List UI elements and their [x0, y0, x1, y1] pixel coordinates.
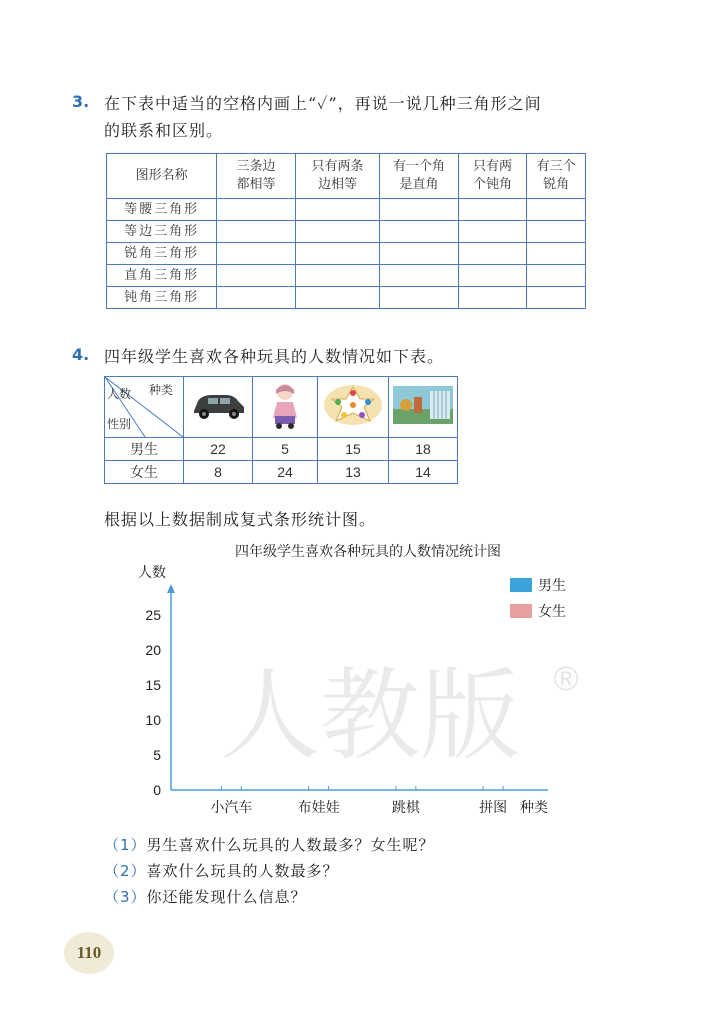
check-cell[interactable]: [295, 287, 379, 309]
legend-swatch: [510, 578, 532, 592]
check-cell[interactable]: [527, 199, 586, 221]
q3-number: 3.: [72, 92, 90, 111]
x-category-label: 小汽车: [210, 800, 253, 816]
check-cell[interactable]: [527, 265, 586, 287]
check-cell[interactable]: [380, 221, 459, 243]
check-cell[interactable]: [458, 221, 527, 243]
chart-title: 四年级学生喜欢各种玩具的人数情况统计图: [235, 544, 501, 560]
value-cell: 13: [318, 461, 389, 484]
check-cell[interactable]: [458, 243, 527, 265]
watermark-text: 人教版: [220, 657, 520, 774]
y-tick-label: 10: [145, 712, 161, 728]
column-header: 有三个 锐角: [527, 154, 586, 199]
x-axis-label: 种类: [520, 800, 548, 816]
row-label: 女生: [105, 461, 184, 484]
row-label: 等腰三角形: [107, 199, 217, 221]
value-cell: 18: [389, 438, 458, 461]
check-cell[interactable]: [217, 221, 296, 243]
check-cell[interactable]: [527, 287, 586, 309]
sub-question-text: 喜欢什么玩具的人数最多？: [146, 862, 339, 880]
legend-label: 男生: [538, 578, 566, 594]
table-row: [107, 221, 586, 243]
row-label: 钝角三角形: [107, 287, 217, 309]
page-number: 110: [76, 943, 102, 962]
y-tick-label: 0: [153, 782, 161, 798]
check-cell[interactable]: [458, 265, 527, 287]
page-number-badge: [64, 932, 114, 974]
sub-question-number: （3）: [104, 888, 147, 906]
x-category-label: 拼图: [479, 800, 508, 816]
checkers-cell: [318, 377, 389, 438]
sub-question-number: （1）: [104, 836, 147, 854]
toy-car-cell: [184, 377, 253, 438]
table-row: [105, 438, 458, 461]
check-cell[interactable]: [217, 199, 296, 221]
check-cell[interactable]: [380, 243, 459, 265]
q3-text-line1: 在下表中适当的空格内画上“✓”，再说一说几种三角形之间: [104, 94, 542, 113]
check-cell[interactable]: [380, 287, 459, 309]
chart-instruction: 根据以上数据制成复式条形统计图。: [104, 510, 377, 529]
y-tick-label: 5: [153, 747, 161, 763]
table-row: [105, 461, 458, 484]
check-cell[interactable]: [527, 221, 586, 243]
q4-text: 四年级学生喜欢各种玩具的人数情况如下表。: [104, 347, 445, 366]
check-cell[interactable]: [295, 243, 379, 265]
y-ticks: [145, 607, 161, 798]
value-cell: 22: [184, 438, 253, 461]
value-cell: 8: [184, 461, 253, 484]
column-header: 只有两 个钝角: [458, 154, 527, 199]
check-cell[interactable]: [217, 287, 296, 309]
header-people: 人数: [107, 387, 132, 401]
jigsaw-puzzle-icon: [392, 385, 454, 425]
check-cell[interactable]: [295, 221, 379, 243]
doll-cell: [253, 377, 318, 438]
sub-question-2: [104, 860, 339, 881]
check-cell[interactable]: [458, 287, 527, 309]
y-tick-label: 15: [145, 677, 161, 693]
check-cell[interactable]: [458, 199, 527, 221]
y-axis-arrow: [167, 584, 175, 593]
check-cell[interactable]: [295, 199, 379, 221]
row-label: 等边三角形: [107, 221, 217, 243]
row-label: 直角三角形: [107, 265, 217, 287]
row-label: 锐角三角形: [107, 243, 217, 265]
q4-number: 4.: [72, 345, 90, 364]
value-cell: 5: [253, 438, 318, 461]
doll-icon: [265, 380, 305, 430]
legend-label: 女生: [538, 604, 566, 620]
table-corner: 图形名称: [107, 154, 217, 199]
sub-question-3: [104, 886, 307, 907]
table-row: [107, 199, 586, 221]
row-label: 男生: [105, 438, 184, 461]
sub-question-text: 男生喜欢什么玩具的人数最多？女生呢？: [146, 836, 435, 854]
x-category-label: 跳棋: [391, 800, 420, 816]
check-cell[interactable]: [380, 265, 459, 287]
table-row: [107, 243, 586, 265]
toy-table: [104, 376, 458, 484]
table-row: [107, 265, 586, 287]
triangle-table: [106, 153, 586, 309]
header-gender: 性别: [107, 417, 132, 431]
sub-question-number: （2）: [104, 862, 147, 880]
check-cell[interactable]: [295, 265, 379, 287]
sub-question-1: [104, 834, 435, 855]
check-cell[interactable]: [217, 243, 296, 265]
value-cell: 15: [318, 438, 389, 461]
y-tick-label: 20: [145, 642, 161, 658]
value-cell: 14: [389, 461, 458, 484]
watermark-registered: ®: [553, 660, 579, 698]
chinese-checkers-icon: [322, 383, 384, 427]
toy-car-icon: [188, 385, 248, 425]
header-kind: 种类: [149, 383, 174, 397]
sub-question-text: 你还能发现什么信息？: [146, 888, 307, 906]
y-axis-label: 人数: [138, 565, 166, 581]
check-cell[interactable]: [217, 265, 296, 287]
q3-text-line2: 的联系和区别。: [104, 121, 224, 140]
chart-legend: [510, 577, 566, 620]
puzzle-cell: [389, 377, 458, 438]
legend-swatch: [510, 604, 532, 618]
value-cell: 24: [253, 461, 318, 484]
x-categories: [210, 786, 507, 816]
check-cell[interactable]: [527, 243, 586, 265]
column-header: 三条边 都相等: [217, 154, 296, 199]
x-category-label: 布娃娃: [297, 800, 340, 816]
check-cell[interactable]: [380, 199, 459, 221]
column-header: 只有两条 边相等: [295, 154, 379, 199]
column-header: 有一个角 是直角: [380, 154, 459, 199]
diagonal-header-cell: [105, 377, 184, 438]
table-row: [107, 287, 586, 309]
y-tick-label: 25: [145, 607, 161, 623]
